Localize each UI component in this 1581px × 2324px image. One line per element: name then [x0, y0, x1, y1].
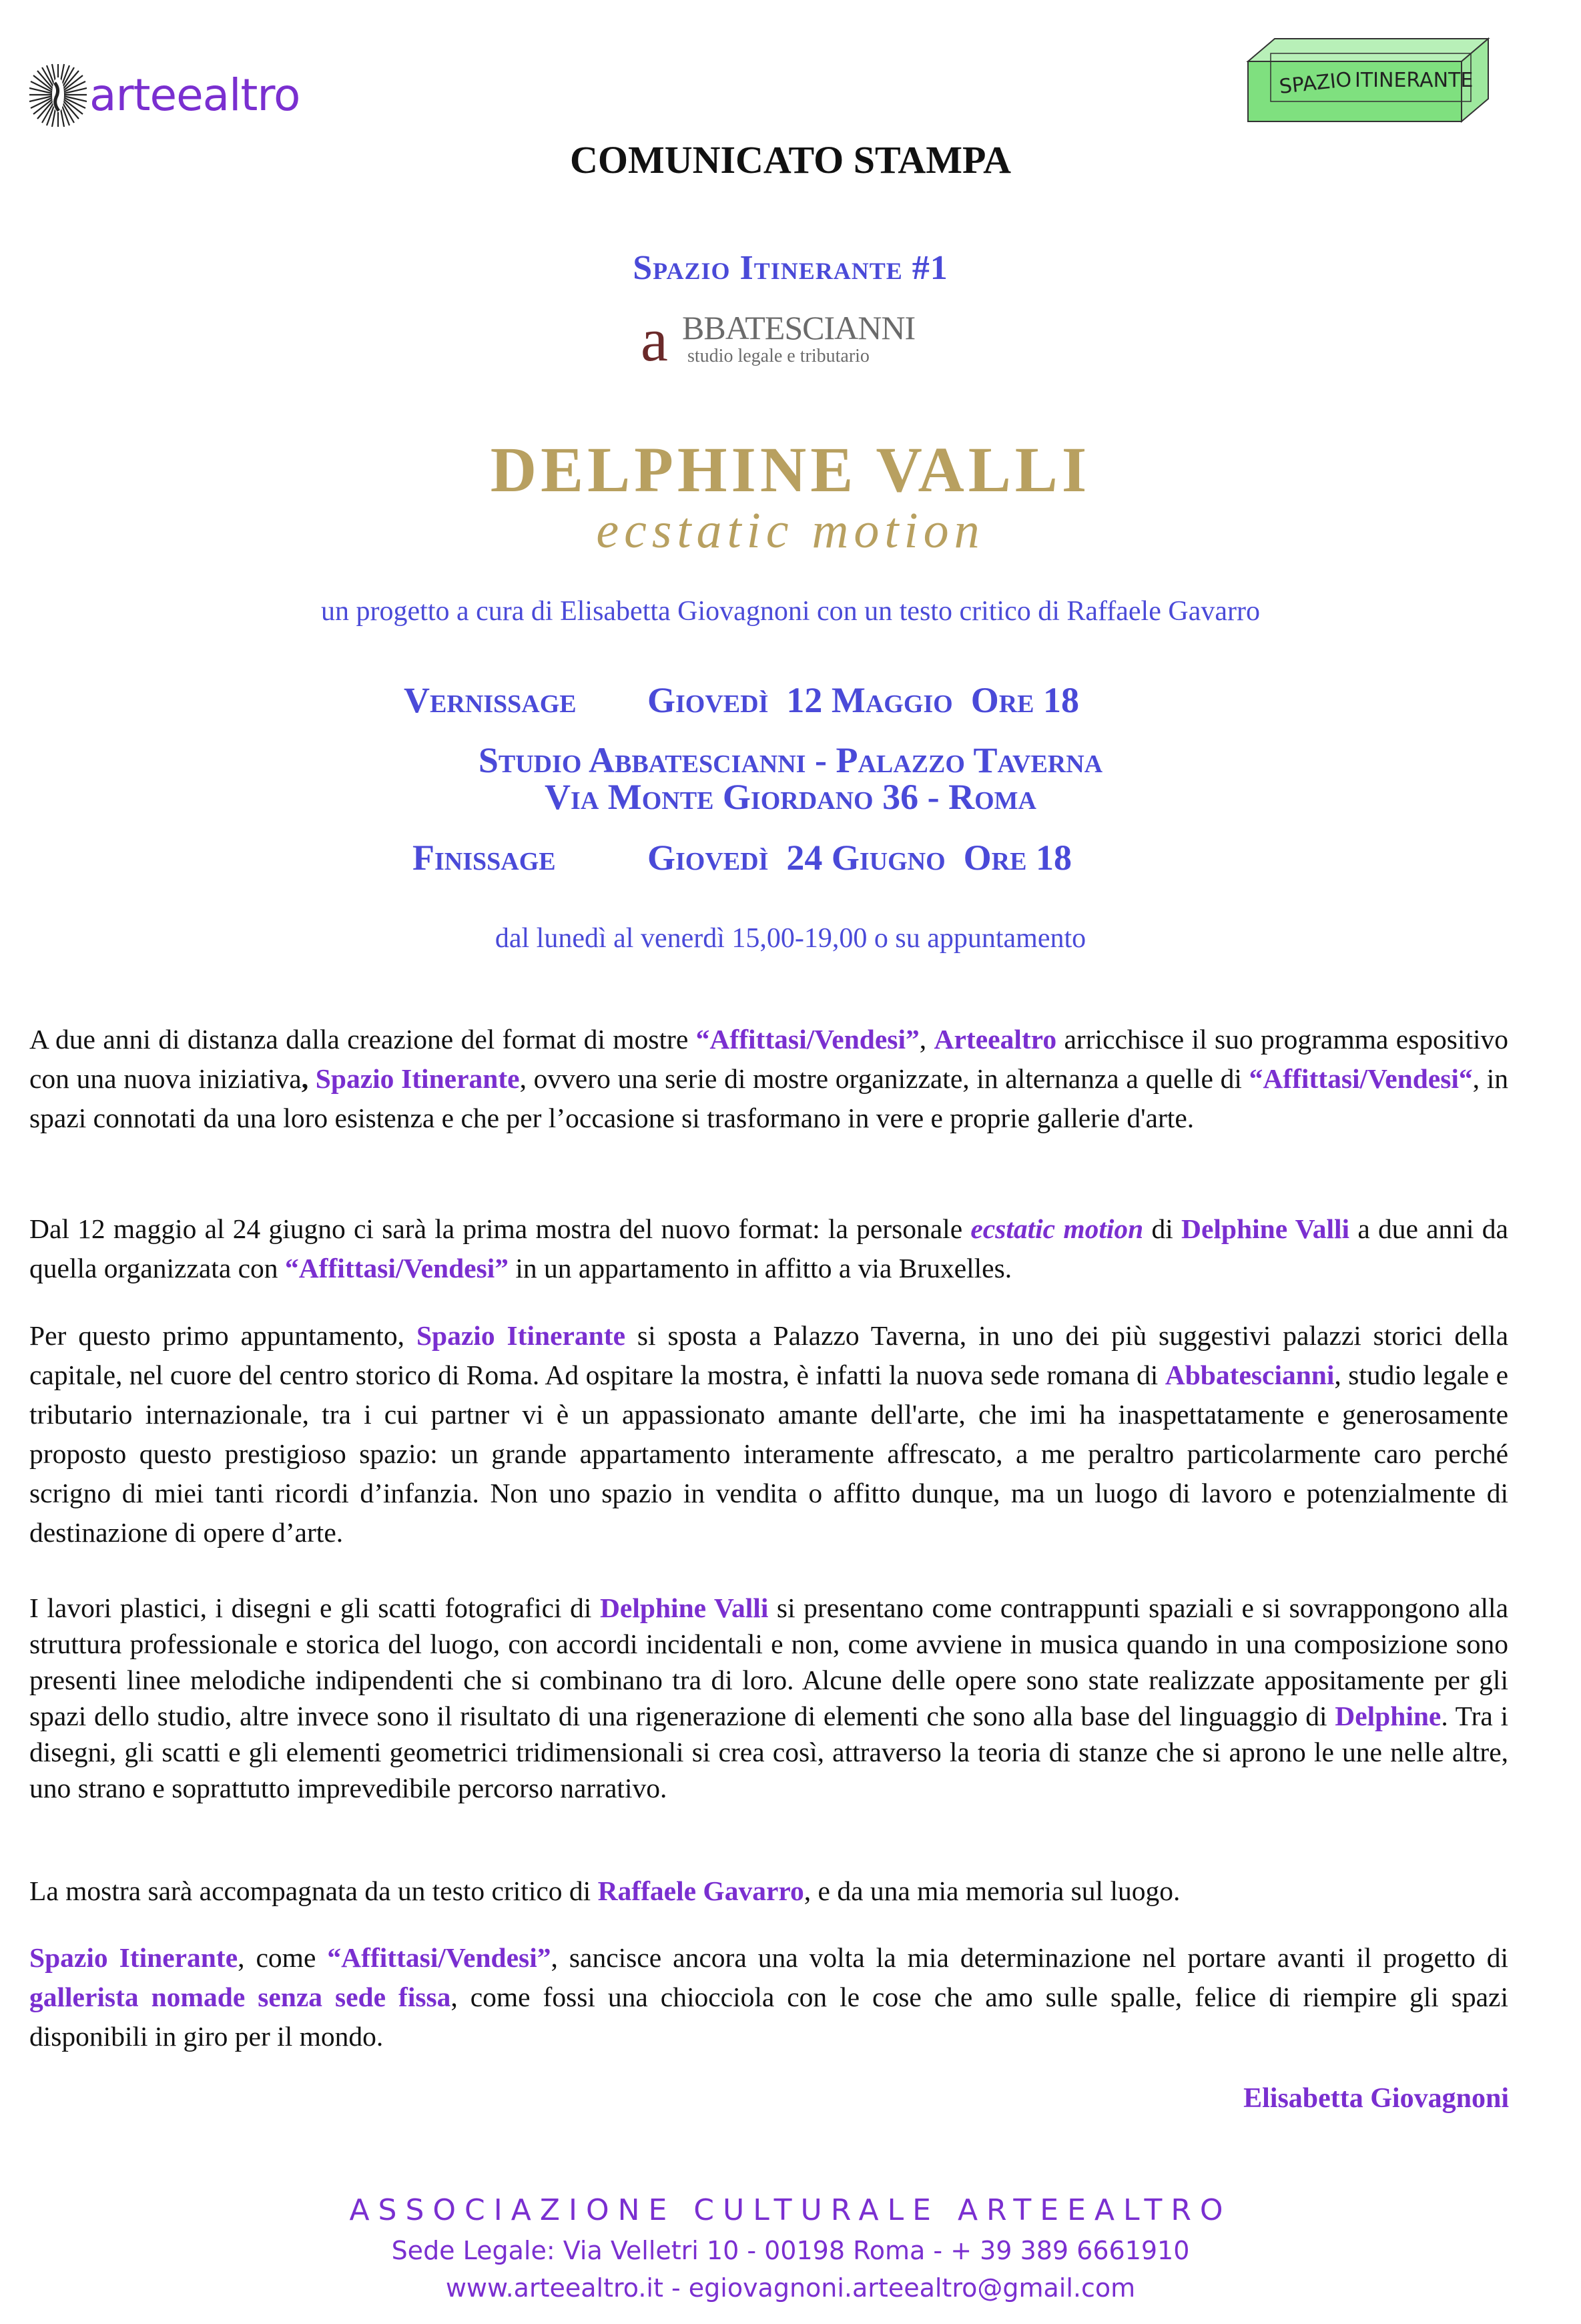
page-title: COMUNICATO STAMPA [569, 138, 1012, 182]
body-paragraph-5: La mostra sarà accompagnata da un testo critico di Raffaele Gavarro, e da una mia memoria sul luogo. [29, 1875, 1181, 1906]
signature: Elisabetta Giovagnoni [1243, 2083, 1509, 2114]
body-paragraph-6: Spazio Itinerante, come “Affittasi/Vendesi”, sancisce ancora una volta la mia determinazione nel portare avanti il progetto di gallerista nomade senza sede fissa, come fossi una chiocciola con le cose che amo sulle spalle, felice di riempire gli spazi disponibili in giro per il mondo. [29, 1942, 1509, 2052]
sunburst-icon [29, 63, 87, 127]
body-paragraph-3: Per questo primo appuntamento, Spazio Itinerante si sposta a Palazzo Taverna, in uno dei più suggestivi palazzi storici della capitale, nel cuore del centro storico di Roma. Ad ospitare la mostra, è infatti la nuova sede romana di Abbatescianni, studio legale e tributario internazionale, tra i cui partner vi è un appassionato amante dell'arte, che imi ha inaspettatamente e generosamente proposto questo prestigioso spazio: un grande appartamento interamente affrescato, a me peraltro particolarmente caro perché scrigno di miei tanti ricordi d’infanzia. Non uno spazio in vendita o affitto dunque, ma un luogo di lavoro e potenzialmente di destinazione di opere d’arte. [29, 1320, 1508, 1548]
curator-line: un progetto a cura di Elisabetta Giovagnoni con un testo critico di Raffaele Gavarro [321, 596, 1260, 627]
vernissage-date: Giovedì 12 Maggio Ore 18 [647, 680, 1080, 720]
event-series-title: Spazio Itinerante #1 [633, 249, 948, 287]
body-paragraph-1: A due anni di distanza dalla creazione del format di mostre “Affittasi/Vendesi”, Arteealtro arricchisce il suo programma espositivo con una nuova iniziativa, Spazio Itinerante, ovvero una serie di mostre organizzate, in alternanza a quelle di “Affittasi/Vendesi“, in spazi connotati da una loro esistenza e che per l’occasione si trasformano in vere e proprie gallerie d'arte. [29, 1024, 1509, 1133]
opening-hours: dal lunedì al venerdì 15,00-19,00 o su appuntamento [495, 923, 1086, 954]
exhibition-title: ecstatic motion [596, 503, 985, 559]
venue-line-2: Via Monte Giordano 36 - Roma [545, 777, 1036, 817]
spazio-box-label-2: ITINERANTE [1355, 69, 1474, 92]
sponsor-logo [641, 299, 928, 374]
arteealtro-logo [29, 61, 300, 128]
artist-name: DELPHINE VALLI [490, 434, 1091, 505]
spazio-itinerante-logo [1241, 35, 1495, 128]
sponsor-subtitle: studio legale e tributario [687, 346, 870, 366]
finissage-date: Giovedì 24 Giugno Ore 18 [647, 838, 1072, 878]
sponsor-initial: a [641, 306, 668, 374]
footer-contacts[interactable]: www.arteealtro.it - egiovagnoni.arteealtro@gmail.com [445, 2273, 1136, 2303]
vernissage-label: Vernissage [404, 680, 577, 720]
brand-name: arteealtro [89, 69, 300, 121]
sponsor-name: BBATESCIANNI [682, 309, 916, 346]
footer-address: Sede Legale: Via Velletri 10 - 00198 Roma - + 39 389 6661910 [391, 2236, 1190, 2265]
finissage-label: Finissage [412, 838, 556, 878]
body-paragraph-4: I lavori plastici, i disegni e gli scatti fotografici di Delphine Valli si presentano come contrappunti spaziali e si sovrappongono alla struttura professionale e storica del luogo, con accordi incidentali e non, come avviene in musica quando in una composizione sono presenti linee melodiche indipendenti che si combinano tra di loro. Alcune delle opere sono state realizzate appositamente per gli spazi dello studio, altre invece sono il risultato di una rigenerazione di elementi che sono alla base del linguaggio di Delphine. Tra i disegni, gli scatti e gli elementi geometrici tridimensionali si crea così, attraverso la teoria di stanze che si aprono le une nelle altre, uno strano e soprattutto imprevedibile percorso narrativo. [29, 1592, 1508, 1803]
venue-line-1: Studio Abbatescianni - Palazzo Taverna [478, 740, 1103, 780]
spazio-box-label-1: SPAZIO [1278, 67, 1353, 99]
body-paragraph-2: Dal 12 maggio al 24 giugno ci sarà la prima mostra del nuovo format: la personale ecstatic motion di Delphine Valli a due anni da quella organizzata con “Affittasi/Vendesi” in un appartamento in affitto a via Bruxelles. [29, 1213, 1508, 1283]
footer-association: ASSOCIAZIONE CULTURALE ARTEEALTRO [349, 2193, 1232, 2227]
